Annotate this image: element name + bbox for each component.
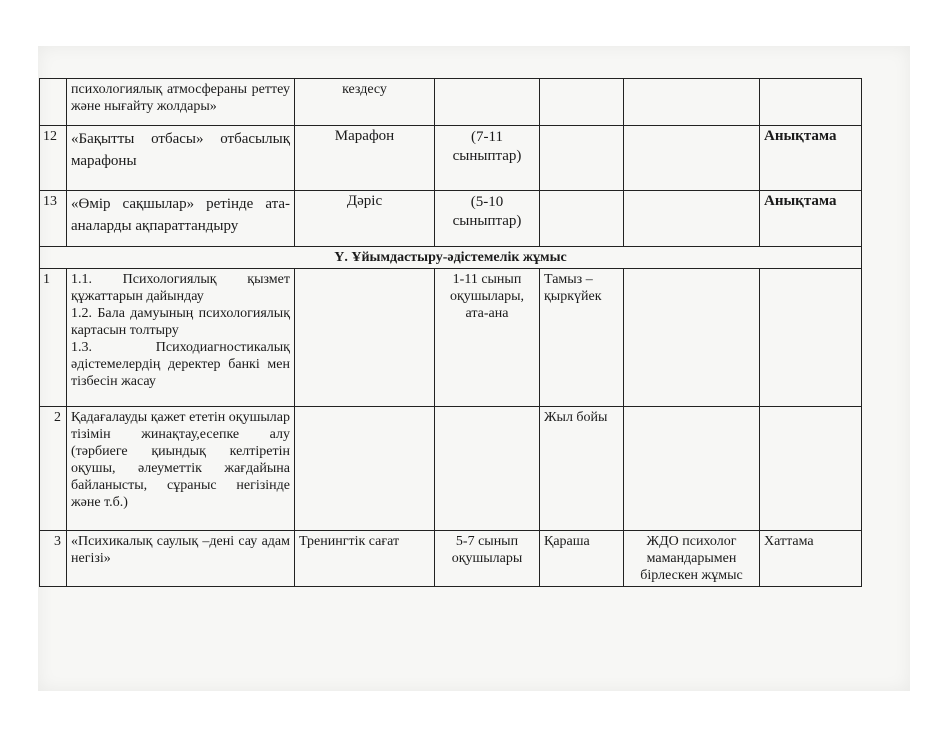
row-number: 2 bbox=[40, 407, 67, 531]
topic-item: 1.1. Психологиялық қызмет құжаттарын дайындау bbox=[71, 272, 290, 304]
row-document bbox=[760, 79, 862, 126]
row-topic: «Өмір сақшылар» ретінде ата-аналарды ақпараттандыру bbox=[67, 191, 295, 247]
row-number: 13 bbox=[40, 191, 67, 247]
row-document: Анықтама bbox=[760, 126, 862, 191]
row-partner bbox=[624, 407, 760, 531]
row-topic: психологиялық атмосфераны реттеу және нығайту жолдары» bbox=[67, 79, 295, 126]
table-row bbox=[40, 531, 862, 587]
row-partner bbox=[624, 269, 760, 407]
table-row bbox=[40, 407, 862, 531]
row-audience: (7-11 сыныптар) bbox=[435, 126, 540, 191]
row-audience bbox=[435, 79, 540, 126]
row-number: 3 bbox=[40, 531, 67, 587]
row-topic: «Психикалық саулық –дені сау адам негізі» bbox=[67, 531, 295, 587]
table-row bbox=[40, 126, 862, 191]
row-number: 12 bbox=[40, 126, 67, 191]
row-number bbox=[40, 79, 67, 126]
table-row bbox=[40, 79, 862, 126]
plan-table bbox=[39, 78, 862, 587]
row-form: Марафон bbox=[295, 126, 435, 191]
section-header-row bbox=[40, 247, 862, 269]
row-number: 1 bbox=[40, 269, 67, 407]
row-audience: 5-7 сынып оқушылары bbox=[435, 531, 540, 587]
row-form bbox=[295, 269, 435, 407]
row-form: Тренингтік сағат bbox=[295, 531, 435, 587]
row-document: Хаттама bbox=[760, 531, 862, 587]
row-time: Қараша bbox=[540, 531, 624, 587]
plan-table-wrapper bbox=[39, 78, 861, 587]
row-form bbox=[295, 407, 435, 531]
section-title: Ү. Ұйымдастыру-әдістемелік жұмыс bbox=[40, 247, 862, 269]
row-partner bbox=[624, 79, 760, 126]
row-partner bbox=[624, 126, 760, 191]
row-form: кездесу bbox=[295, 79, 435, 126]
table-row bbox=[40, 269, 862, 407]
row-document: Анықтама bbox=[760, 191, 862, 247]
row-audience: 1-11 сынып оқушылары, ата-ана bbox=[435, 269, 540, 407]
row-topic: Қадағалауды қажет ететін оқушылар тізімін жинақтау,есепке алу (тәрбиеге қиындық келтіретін оқушы, әлеуметтік жағдайына байланысты, сұраныс негізінде және т.б.) bbox=[67, 407, 295, 531]
row-partner: ЖДО психолог мамандарымен бірлескен жұмыс bbox=[624, 531, 760, 587]
row-time bbox=[540, 79, 624, 126]
row-document bbox=[760, 269, 862, 407]
row-topic: «Бақытты отбасы» отбасылық марафоны bbox=[67, 126, 295, 191]
row-time bbox=[540, 126, 624, 191]
row-document bbox=[760, 407, 862, 531]
row-time: Жыл бойы bbox=[540, 407, 624, 531]
row-audience: (5-10 сыныптар) bbox=[435, 191, 540, 247]
row-audience bbox=[435, 407, 540, 531]
row-topic bbox=[67, 269, 295, 407]
row-form: Дәріс bbox=[295, 191, 435, 247]
row-partner bbox=[624, 191, 760, 247]
row-time bbox=[540, 191, 624, 247]
table-row bbox=[40, 191, 862, 247]
row-time: Тамыз – қыркүйек bbox=[540, 269, 624, 407]
topic-item: 1.2. Бала дамуының психологиялық картасын толтыру bbox=[71, 306, 290, 338]
topic-item: 1.3. Психодиагностикалық әдістемелердің деректер банкі мен тізбесін жасау bbox=[71, 340, 290, 389]
